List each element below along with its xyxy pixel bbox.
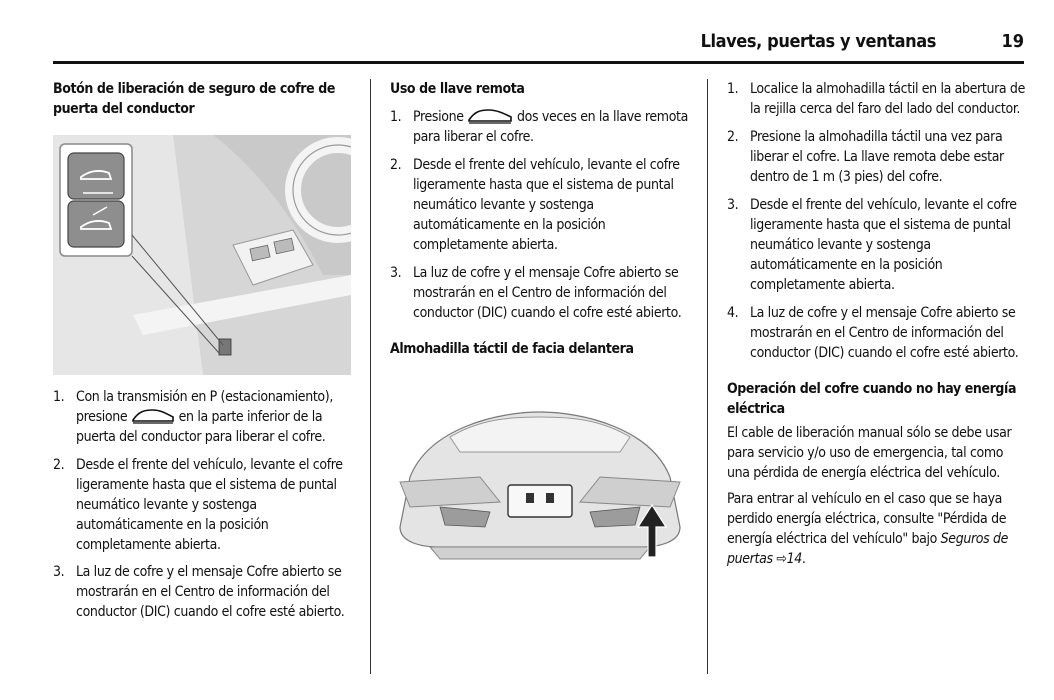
- page-reference-arrow-icon: ⇨: [776, 551, 787, 567]
- page-header-title: Llaves, puertas y ventanas: [700, 31, 936, 52]
- page-reference-number[interactable]: 14: [786, 551, 802, 567]
- hood-release-icon: [467, 107, 513, 125]
- list-item: 3. Desde el frente del vehículo, levante el cofre ligeramente hasta que el sistema de puntal neumático levante y sostenga automáticamente en la posición completamente abierta.: [727, 197, 1017, 293]
- list-item: 1. Localice la almohadilla táctil en la abertura de la rejilla cerca del faro del lado del conductor.: [727, 81, 1025, 117]
- no-power-paragraph-2: Para entrar al vehículo en el caso que se haya perdido energía eléctrica, consulte "Pérdida de energía eléctrica del vehículo" bajo Seguros de puertas ⇨14.: [727, 491, 1009, 567]
- list-item: 3. La luz de cofre y el mensaje Cofre abierto se mostrarán en el Centro de información del conductor (DIC) cuando el cofre esté abierto.: [390, 265, 682, 321]
- section-heading-remote-key: Uso de llave remota: [390, 81, 525, 97]
- touchpad-steps: [727, 79, 1026, 363]
- remote-key-steps: [390, 107, 690, 323]
- column-2: [390, 79, 690, 567]
- column-3: [727, 79, 1026, 569]
- cross-reference-link[interactable]: Seguros de puertas: [727, 531, 1009, 567]
- section-heading-door-button: Botón de liberación de seguro de cofre de puerta del conductor: [53, 81, 335, 117]
- driver-door-hood-release-illustration: [53, 135, 351, 375]
- column-divider-2: [707, 79, 708, 674]
- no-power-paragraph-1: El cable de liberación manual sólo se debe usar para servicio y/o uso de emergencia, tal como una pérdida de energía eléctrica del vehículo.: [727, 425, 1012, 481]
- front-fascia-touchpad-illustration: [390, 407, 690, 567]
- page-number: 19: [1001, 31, 1024, 52]
- list-item: 1. Con la transmisión en P (estacionamiento), presione en la parte inferior de la puerta del conductor para liberar el cofre.: [53, 389, 334, 445]
- list-item: 2. Presione la almohadilla táctil una vez para liberar el cofre. La llave remota debe estar dentro de 1 m (3 pies) del cofre.: [727, 129, 1004, 185]
- list-item: 4. La luz de cofre y el mensaje Cofre abierto se mostrarán en el Centro de información del conductor (DIC) cuando el cofre esté abierto.: [727, 305, 1019, 361]
- column-1: [53, 79, 351, 622]
- list-item: 2. Desde el frente del vehículo, levante el cofre ligeramente hasta que el sistema de puntal neumático levante y sostenga automáticamente en la posición completamente abierta.: [390, 157, 680, 253]
- hood-release-icon: [131, 407, 175, 425]
- list-item: 3. La luz de cofre y el mensaje Cofre abierto se mostrarán en el Centro de información del conductor (DIC) cuando el cofre esté abierto.: [53, 564, 345, 620]
- header-rule: [53, 61, 1024, 64]
- section-heading-front-touchpad: Almohadilla táctil de facia delantera: [390, 341, 634, 357]
- list-item: 1. Presione dos veces en la llave remota para liberar el cofre.: [390, 109, 689, 145]
- list-item: 2. Desde el frente del vehículo, levante el cofre ligeramente hasta que el sistema de puntal neumático levante y sostenga automáticamente en la posición completamente abierta.: [53, 457, 343, 553]
- door-button-steps: [53, 387, 351, 622]
- column-divider-1: [370, 79, 371, 674]
- section-heading-no-power: Operación del cofre cuando no hay energía eléctrica: [727, 381, 1017, 417]
